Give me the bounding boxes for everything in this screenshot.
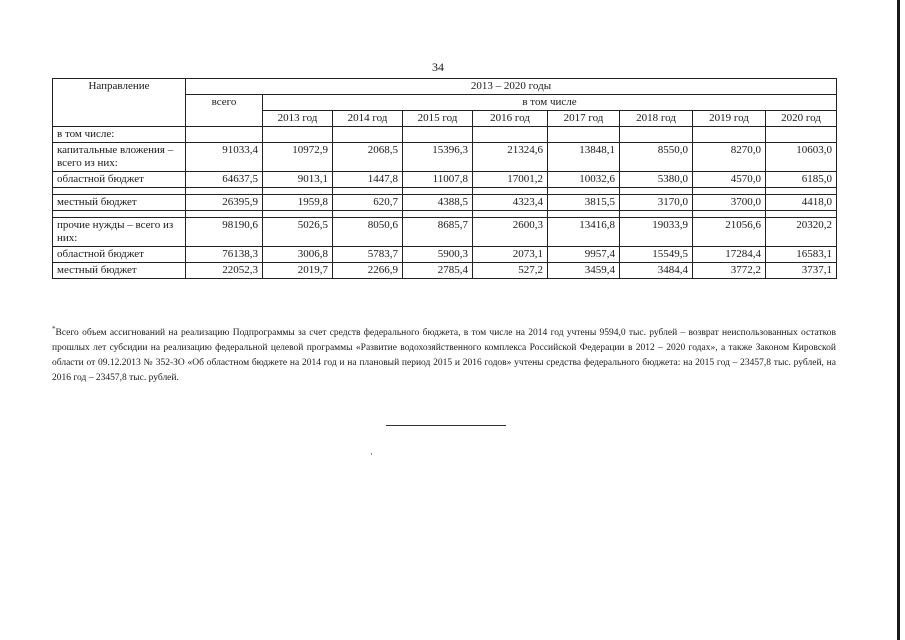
row-total: 98190,6 [186,218,263,247]
spacer-cell [766,188,837,195]
row-year-value: 4388,5 [403,195,473,211]
row-year-value: 17001,2 [473,172,548,188]
row-label: в том числе: [53,127,186,143]
page-edge-line [897,0,900,640]
row-year-value [693,127,766,143]
row-year-value: 13848,1 [548,143,620,172]
table-row [53,218,837,247]
row-total: 64637,5 [186,172,263,188]
row-year-value: 8550,0 [620,143,693,172]
table-row [53,247,837,263]
row-year-value: 3737,1 [766,263,837,279]
row-year-value: 5783,7 [333,247,403,263]
row-total [186,127,263,143]
spacer-cell [620,211,693,218]
row-year-value: 3700,0 [693,195,766,211]
spacer-cell [333,188,403,195]
table-row [53,263,837,279]
row-year-value: 2600,3 [473,218,548,247]
row-total: 22052,3 [186,263,263,279]
spacer-cell [473,211,548,218]
spacer-cell [620,188,693,195]
row-year-value: 5900,3 [403,247,473,263]
spacer-cell [333,211,403,218]
spacer-cell [766,211,837,218]
spacer-cell [693,188,766,195]
row-label: местный бюджет [53,263,186,279]
row-year-value: 9013,1 [263,172,333,188]
row-label: областной бюджет [53,247,186,263]
row-year-value: 2785,4 [403,263,473,279]
row-year-value [403,127,473,143]
header-year: 2017 год [548,111,620,127]
row-year-value: 10032,6 [548,172,620,188]
row-year-value [263,127,333,143]
closing-line [386,425,506,426]
row-year-value: 16583,1 [766,247,837,263]
spacer-cell [403,211,473,218]
row-year-value: 10972,9 [263,143,333,172]
row-year-value: 19033,9 [620,218,693,247]
row-year-value: 4323,4 [473,195,548,211]
header-direction: Направление [53,79,186,127]
row-year-value: 620,7 [333,195,403,211]
row-year-value: 8685,7 [403,218,473,247]
row-year-value: 527,2 [473,263,548,279]
page-number: 34 [432,60,444,74]
spacer-cell [263,188,333,195]
row-year-value: 9957,4 [548,247,620,263]
row-year-value: 2068,5 [333,143,403,172]
row-year-value: 15396,3 [403,143,473,172]
scan-dot [371,453,372,455]
table-row [53,143,837,172]
header-year: 2015 год [403,111,473,127]
spacer-cell [473,188,548,195]
row-year-value: 8050,6 [333,218,403,247]
spacer-cell [186,188,263,195]
spacer-cell [548,211,620,218]
row-label: прочие нужды – всего из них: [53,218,186,247]
header-year: 2018 год [620,111,693,127]
spacer-cell [263,211,333,218]
row-year-value: 3772,2 [693,263,766,279]
spacer-cell [403,188,473,195]
footnote-marker: * [52,325,56,333]
spacer-cell [53,211,186,218]
row-year-value: 21324,6 [473,143,548,172]
row-year-value: 17284,4 [693,247,766,263]
row-year-value: 2019,7 [263,263,333,279]
row-label: областной бюджет [53,172,186,188]
header-year: 2014 год [333,111,403,127]
table-row [53,195,837,211]
footnote [52,322,836,386]
row-year-value: 8270,0 [693,143,766,172]
row-year-value: 6185,0 [766,172,837,188]
row-year-value [620,127,693,143]
header-year: 2019 год [693,111,766,127]
header-year: 2013 год [263,111,333,127]
row-year-value: 3006,8 [263,247,333,263]
row-year-value: 3815,5 [548,195,620,211]
row-year-value: 1447,8 [333,172,403,188]
spacer-cell [53,188,186,195]
row-year-value: 5026,5 [263,218,333,247]
row-year-value [473,127,548,143]
row-year-value: 4570,0 [693,172,766,188]
row-year-value: 4418,0 [766,195,837,211]
header-year: 2016 год [473,111,548,127]
footnote-text: Всего объем ассигнований на реализацию Подпрограммы за счет средств федерального бюджета, в том числе на 2014 год учтены 9594,0 тыс. рублей – возврат неиспользованных остатков прошлых лет субсидии на реализацию федеральной целевой программы «Развитие водохозяйственного комплекса Российской Федерации в 2012 – 2020 годах», а также Законом Кировской области от 09.12.2013 № 352-ЗО «Об областном бюджете на 2014 год и на плановый период 2015 и 2016 годов» учтены средства федерального бюджета: на 2015 год – 23457,8 тыс. рублей, на 2016 год – 23457,8 тыс. рублей. [52,328,836,384]
row-year-value [548,127,620,143]
row-year-value: 10603,0 [766,143,837,172]
row-year-value: 11007,8 [403,172,473,188]
row-total: 91033,4 [186,143,263,172]
spacer-cell [548,188,620,195]
spacer-cell [186,211,263,218]
row-year-value: 13416,8 [548,218,620,247]
row-year-value: 5380,0 [620,172,693,188]
row-year-value: 21056,6 [693,218,766,247]
row-total: 76138,3 [186,247,263,263]
row-year-value [766,127,837,143]
header-period: 2013 – 2020 годы [186,79,837,95]
row-year-value: 3484,4 [620,263,693,279]
header-total: всего [186,95,263,127]
row-year-value: 3459,4 [548,263,620,279]
header-including: в том числе [263,95,837,111]
row-year-value: 20320,2 [766,218,837,247]
row-year-value: 15549,5 [620,247,693,263]
spacer-cell [693,211,766,218]
row-year-value: 1959,8 [263,195,333,211]
table-row [53,127,837,143]
row-year-value: 2266,9 [333,263,403,279]
row-year-value: 2073,1 [473,247,548,263]
row-label: капитальные вложения – всего из них: [53,143,186,172]
budget-table [52,78,837,279]
table-row [53,172,837,188]
row-year-value [333,127,403,143]
row-total: 26395,9 [186,195,263,211]
row-label: местный бюджет [53,195,186,211]
row-year-value: 3170,0 [620,195,693,211]
header-year: 2020 год [766,111,837,127]
